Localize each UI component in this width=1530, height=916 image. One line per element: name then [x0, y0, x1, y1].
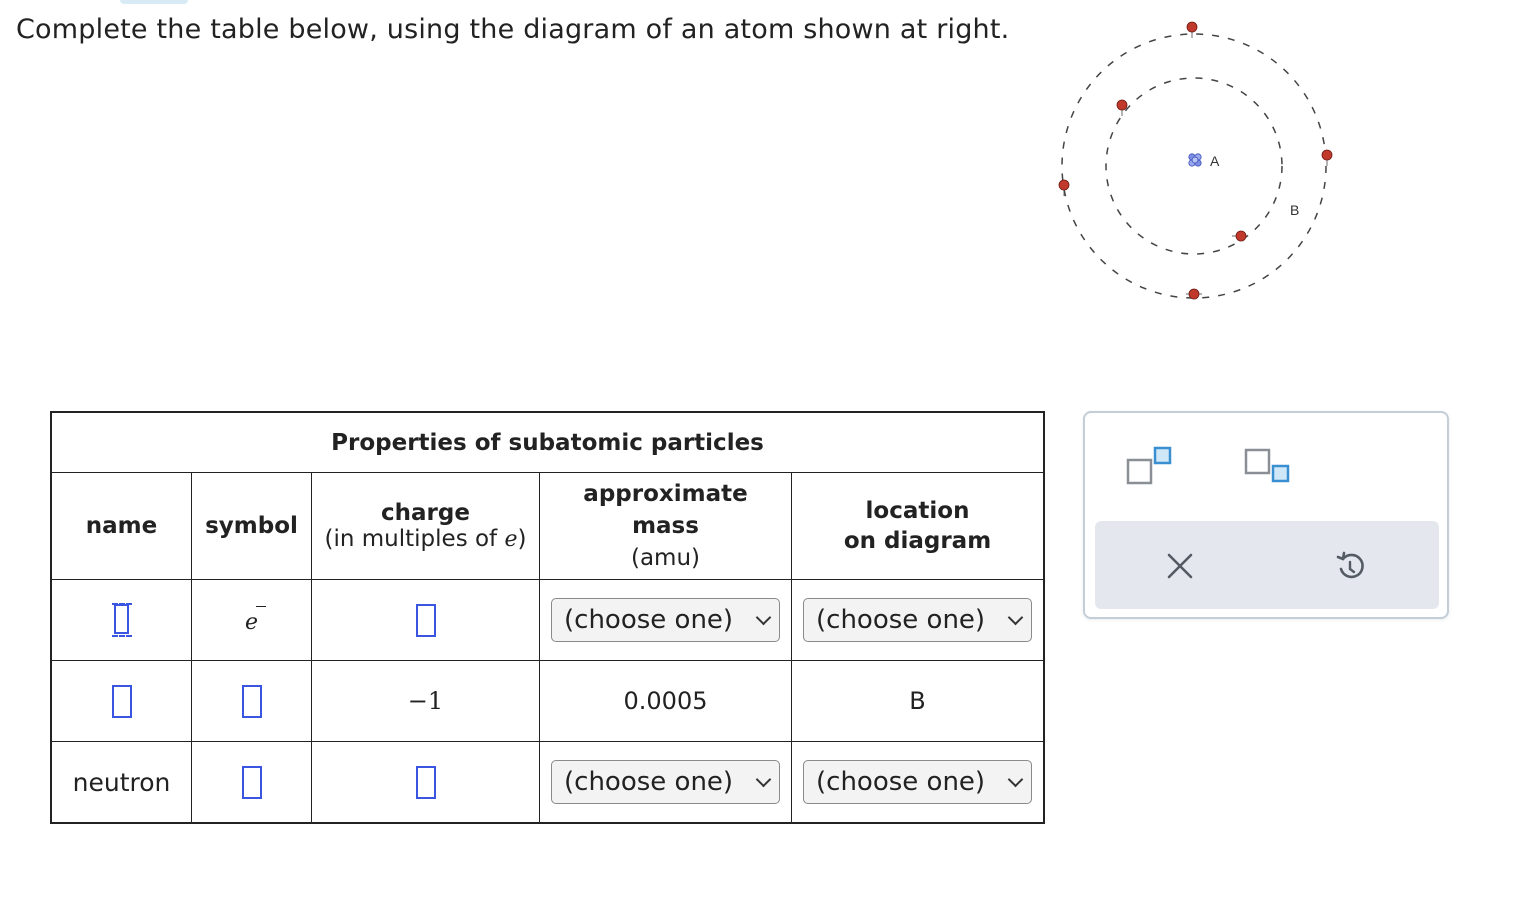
atom-diagram — [1050, 14, 1350, 314]
electron — [1187, 22, 1197, 38]
row1-name-cell — [51, 580, 192, 661]
electron — [1232, 231, 1246, 241]
header-mass-line1: approximate — [583, 481, 748, 507]
row1-location-select[interactable] — [803, 598, 1032, 642]
row3-location-select-value: (choose one) — [816, 767, 986, 797]
row1-charge-input[interactable] — [416, 604, 436, 637]
header-charge-unit — [312, 526, 539, 552]
top-tab-indicator — [120, 0, 188, 4]
row2-mass-cell — [540, 661, 792, 742]
electron — [1322, 150, 1332, 166]
header-symbol: symbol — [192, 473, 312, 580]
chevron-down-icon — [756, 771, 772, 787]
label-a: A — [1210, 153, 1220, 169]
action-bar — [1095, 521, 1439, 609]
math-tool-panel — [1083, 411, 1449, 619]
row3-symbol-input[interactable] — [242, 766, 262, 799]
row3-mass-cell — [540, 742, 792, 824]
outer-shell — [1062, 34, 1326, 298]
chevron-down-icon — [1008, 609, 1024, 625]
header-row — [51, 473, 1044, 580]
header-name: name — [51, 473, 192, 580]
header-charge-e: e — [504, 527, 518, 552]
header-charge-close: ) — [517, 526, 527, 552]
superscript-icon — [1121, 444, 1173, 488]
row1-charge-cell — [312, 580, 540, 661]
clear-icon — [1165, 551, 1195, 581]
electron — [1059, 180, 1069, 196]
row3-mass-select-value: (choose one) — [564, 767, 734, 797]
row2-name-input[interactable] — [112, 685, 132, 718]
row2-name-cell — [51, 661, 192, 742]
header-charge-prefix: (in multiples of — [324, 526, 505, 552]
row3-mass-select[interactable] — [551, 760, 780, 804]
table-row — [51, 580, 1044, 661]
row3-charge-input[interactable] — [416, 766, 436, 799]
row1-name-input[interactable] — [112, 603, 132, 637]
header-mass-unit: (amu) — [630, 545, 701, 571]
row2-symbol-cell — [192, 661, 312, 742]
subscript-icon — [1239, 444, 1291, 488]
table-row — [51, 661, 1044, 742]
subscript-button[interactable] — [1237, 443, 1293, 489]
header-charge-title: charge — [381, 500, 470, 526]
table-title: Properties of subatomic particles — [51, 412, 1044, 473]
header-charge — [312, 473, 540, 580]
row3-name-cell — [51, 742, 192, 824]
chevron-down-icon — [1008, 771, 1024, 787]
row2-symbol-input[interactable] — [242, 685, 262, 718]
row1-location-cell — [792, 580, 1045, 661]
row1-mass-select-value: (choose one) — [564, 605, 734, 635]
instruction-text: Complete the table below, using the diagram of an atom shown at right. — [16, 14, 1010, 45]
inner-shell — [1106, 78, 1282, 254]
row1-mass-select[interactable] — [551, 598, 780, 642]
chevron-down-icon — [756, 609, 772, 625]
row2-location-cell — [792, 661, 1045, 742]
properties-table — [50, 411, 1045, 824]
undo-icon — [1334, 550, 1366, 582]
header-mass-line2: mass — [632, 513, 699, 539]
clear-button[interactable] — [1157, 543, 1203, 589]
row2-charge-cell — [312, 661, 540, 742]
superscript-button[interactable] — [1119, 443, 1175, 489]
header-location-line1: location — [865, 498, 970, 524]
header-location-line2: on diagram — [843, 528, 992, 554]
row1-symbol: e — [245, 606, 258, 635]
header-mass — [540, 473, 792, 580]
header-location — [792, 473, 1045, 580]
electron — [1117, 100, 1127, 116]
row3-name: neutron — [72, 767, 171, 797]
row1-mass-cell — [540, 580, 792, 661]
table-row — [51, 742, 1044, 824]
row3-symbol-cell — [192, 742, 312, 824]
row3-location-select[interactable] — [803, 760, 1032, 804]
undo-button[interactable] — [1327, 543, 1373, 589]
row3-charge-cell — [312, 742, 540, 824]
row3-location-cell — [792, 742, 1045, 824]
label-b: B — [1290, 202, 1300, 218]
row2-charge: −1 — [407, 687, 444, 715]
row2-mass: 0.0005 — [623, 687, 708, 715]
row1-location-select-value: (choose one) — [816, 605, 986, 635]
row2-location: B — [909, 687, 926, 715]
row1-symbol-cell — [192, 580, 312, 661]
nucleus — [1189, 154, 1201, 166]
